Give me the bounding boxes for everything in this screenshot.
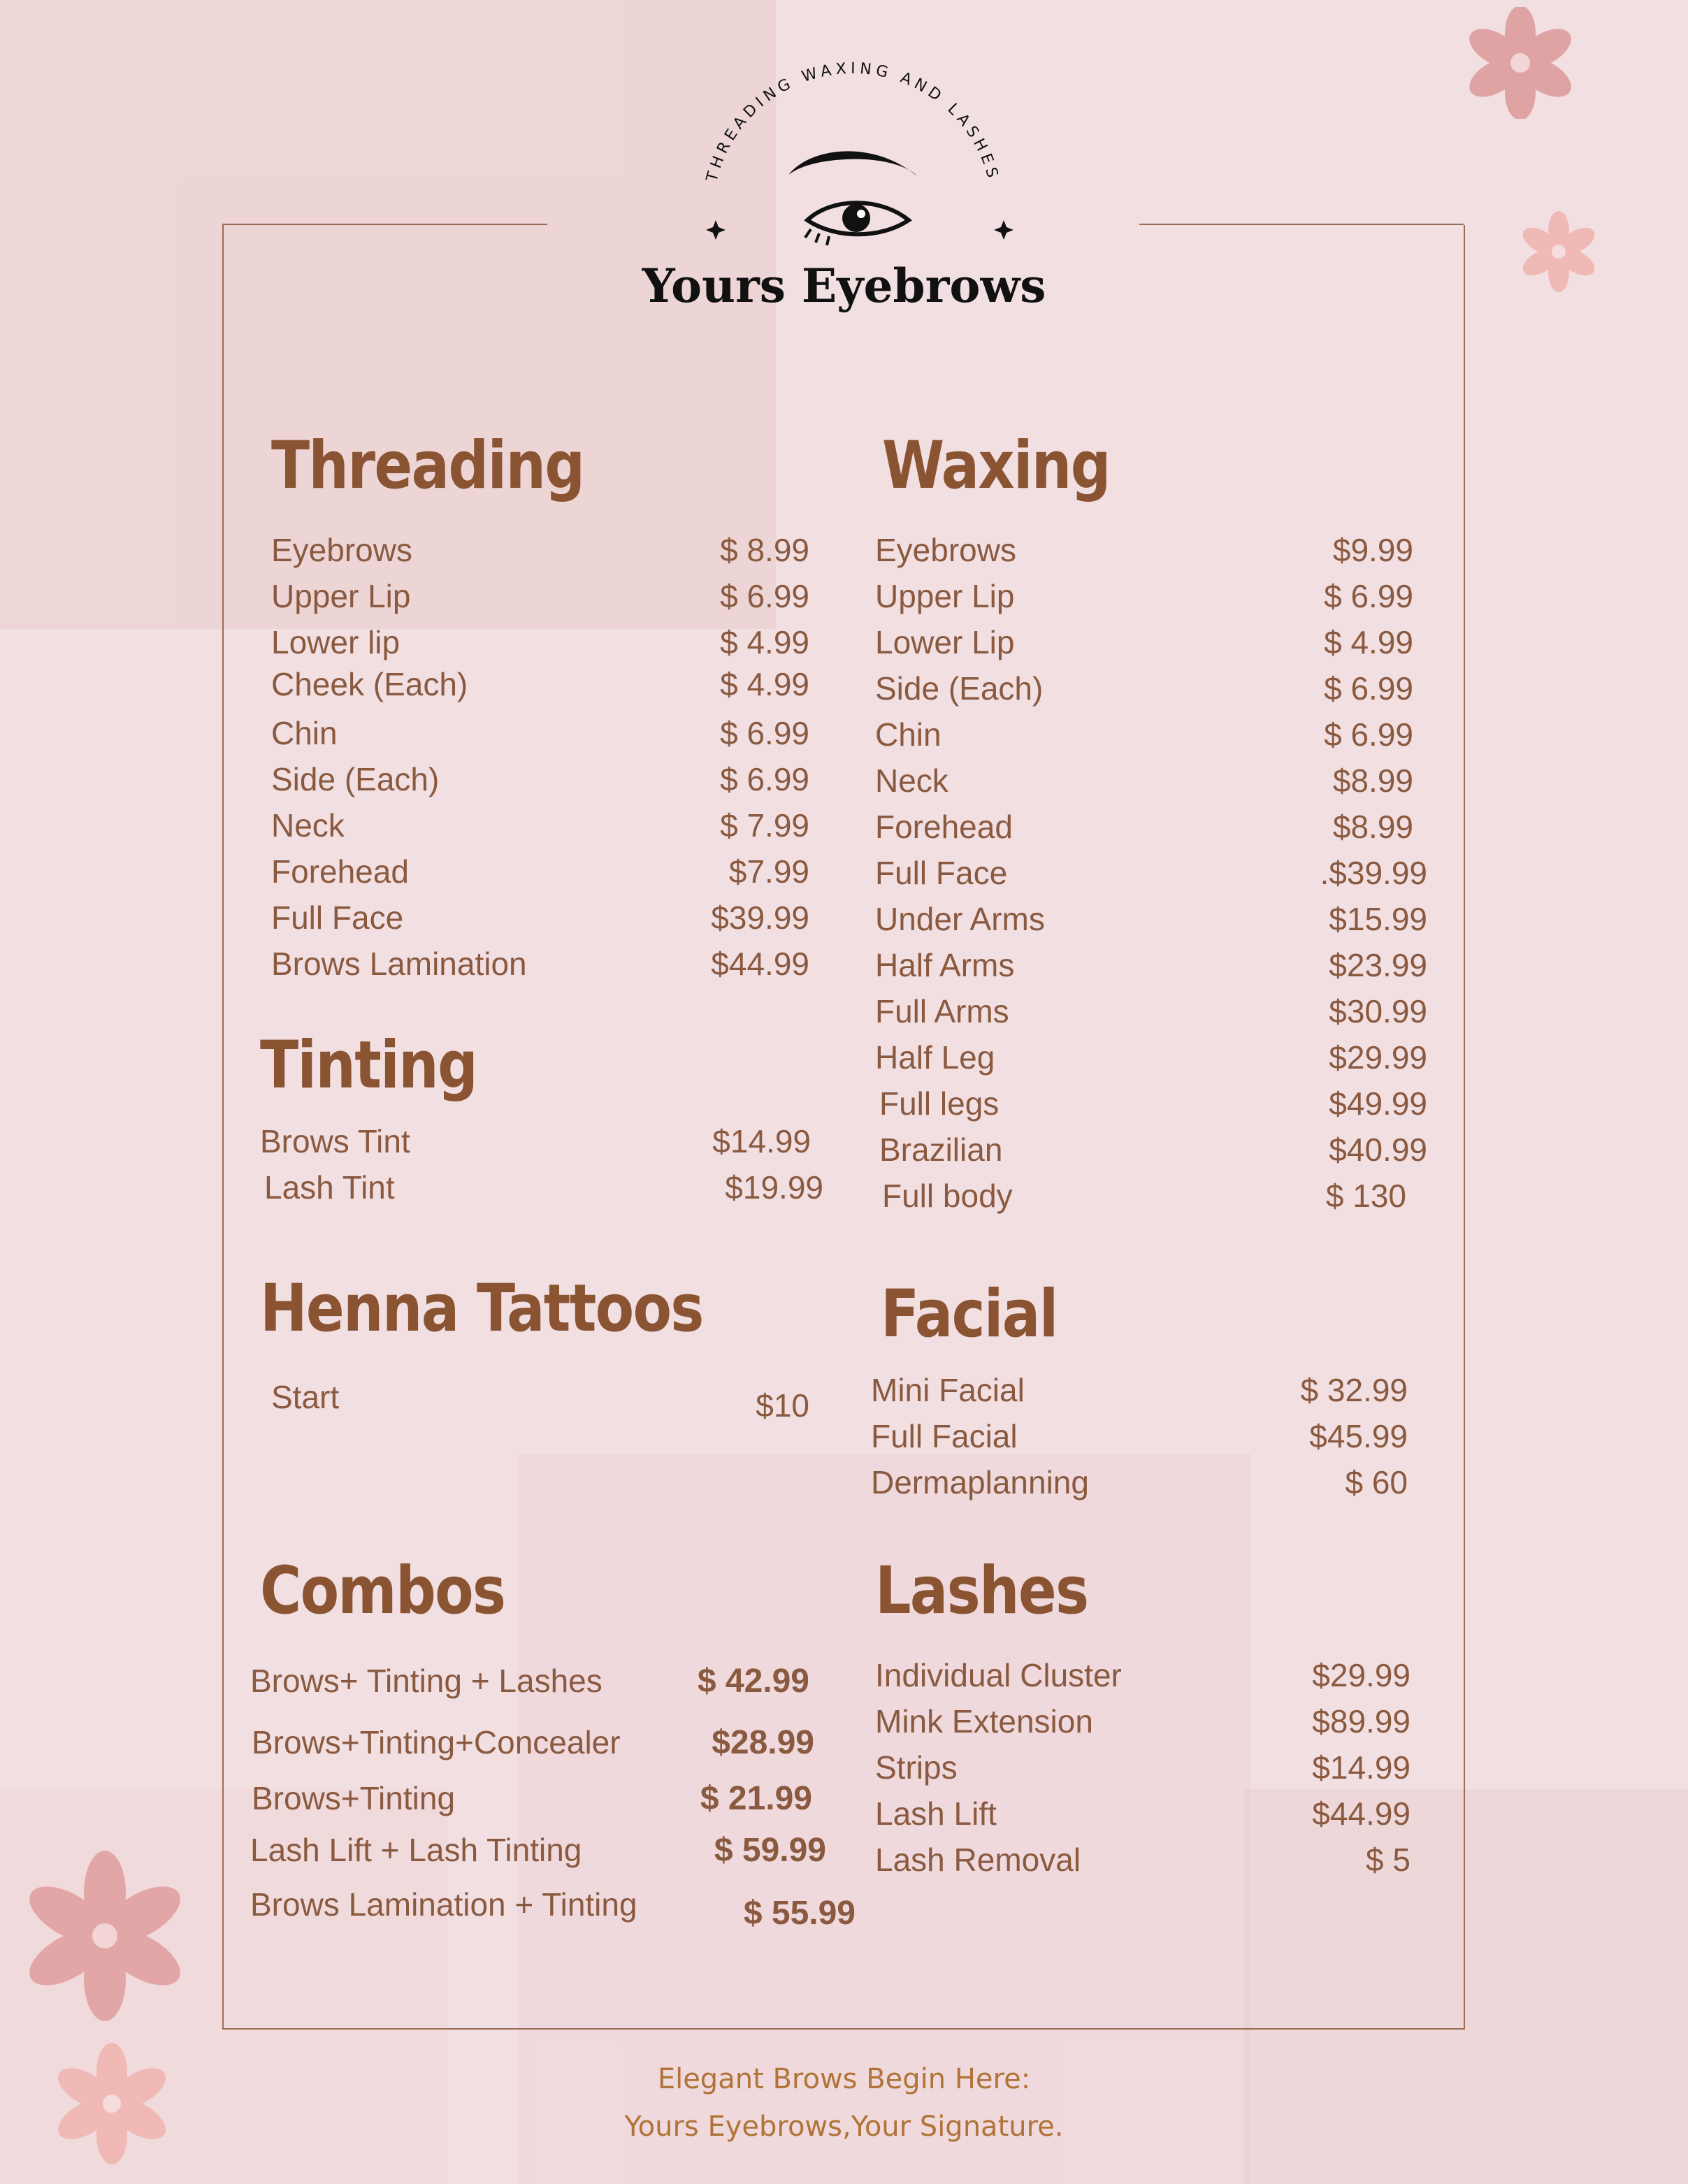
item-price: $ 21.99 (700, 1780, 812, 1817)
item-name: Chin (875, 716, 942, 753)
item-name: Individual Cluster (875, 1657, 1122, 1693)
item-price: $19.99 (725, 1169, 823, 1206)
item-name: Upper Lip (271, 578, 411, 614)
menu-item (875, 531, 1413, 573)
item-price: $44.99 (711, 946, 809, 982)
section-title-facial: Facial (881, 1276, 1058, 1352)
item-price: $29.99 (1312, 1657, 1411, 1693)
item-name: Brows+ Tinting + Lashes (250, 1663, 603, 1699)
menu-item (271, 623, 809, 665)
item-price: $7.99 (728, 853, 809, 890)
menu-item (882, 1177, 1406, 1219)
item-price: $ 6.99 (1324, 578, 1413, 614)
menu-item (250, 1886, 856, 1932)
flower-icon-top-right (1464, 7, 1576, 119)
item-price: $89.99 (1312, 1703, 1411, 1740)
item-price: $ 42.99 (697, 1663, 809, 1700)
section-title-threading: Threading (271, 428, 584, 504)
section-title-henna-tattoos: Henna Tattoos (260, 1271, 703, 1347)
section-title-combos: Combos (260, 1553, 505, 1629)
item-price: $ 7.99 (720, 807, 809, 844)
item-name: Mini Facial (871, 1372, 1025, 1408)
item-name: Eyebrows (875, 532, 1016, 568)
item-price: $ 4.99 (720, 624, 809, 660)
section-title-waxing: Waxing (882, 428, 1110, 504)
item-name: Full Face (875, 855, 1008, 891)
item-name: Lash Lift (875, 1795, 997, 1832)
item-name: Mink Extension (875, 1703, 1093, 1740)
menu-item (264, 1169, 823, 1210)
menu-item (250, 1831, 826, 1873)
menu-item (875, 1656, 1411, 1698)
item-name: Lash Removal (875, 1842, 1081, 1878)
brand-name: Yours Eyebrows (642, 259, 1046, 313)
logo (671, 42, 1034, 266)
menu-item (252, 1779, 812, 1821)
menu-item (875, 946, 1427, 988)
tagline-line-1: Elegant Brows Begin Here: (657, 2063, 1031, 2095)
menu-item (271, 1378, 809, 1424)
eye-icon (788, 151, 917, 245)
item-price: $15.99 (1329, 901, 1427, 937)
item-name: Upper Lip (875, 578, 1015, 614)
item-name: Full Face (271, 899, 404, 936)
item-name: Brows Tint (260, 1123, 410, 1159)
menu-item (252, 1723, 814, 1765)
item-name: Half Arms (875, 947, 1015, 983)
item-name: Forehead (271, 853, 409, 890)
item-price: $14.99 (1312, 1749, 1411, 1786)
menu-item (875, 992, 1427, 1034)
menu-item (271, 760, 809, 802)
sparkle-icon-left (706, 220, 726, 240)
item-price: $ 59.99 (714, 1832, 826, 1869)
item-price: $ 6.99 (720, 578, 809, 614)
menu-item (875, 1841, 1411, 1883)
item-price: $8.99 (1332, 762, 1413, 799)
menu-item (271, 945, 809, 987)
menu-item (875, 623, 1413, 665)
item-price: .$39.99 (1320, 855, 1427, 891)
item-price: $ 4.99 (1324, 624, 1413, 660)
item-name: Lash Tint (264, 1169, 395, 1206)
section-title-lashes: Lashes (875, 1553, 1088, 1629)
logo-arc-text: THREADING WAXING AND LASHES (703, 59, 1002, 184)
item-price: $ 6.99 (1324, 716, 1413, 753)
menu-item (875, 900, 1427, 942)
menu-item (871, 1417, 1408, 1459)
menu-item (871, 1463, 1408, 1505)
item-name: Brazilian (879, 1131, 1003, 1168)
flower-icon-bottom-left (14, 1845, 196, 2027)
item-name: Side (Each) (875, 670, 1044, 707)
item-price: $ 4.99 (720, 666, 809, 702)
item-name: Brows+Tinting+Concealer (252, 1724, 621, 1760)
item-price: $14.99 (712, 1123, 811, 1159)
item-price: $ 55.99 (743, 1895, 856, 1932)
item-name: Forehead (875, 809, 1013, 845)
item-price: $28.99 (712, 1724, 814, 1761)
sparkle-icon-right (994, 220, 1013, 240)
item-name: Half Leg (875, 1039, 995, 1076)
frame-top-right-rule (1139, 224, 1464, 225)
item-name: Start (271, 1379, 340, 1415)
item-name: Full body (882, 1178, 1013, 1214)
item-name: Lower Lip (875, 624, 1015, 660)
item-name: Under Arms (875, 901, 1045, 937)
menu-item (875, 716, 1413, 758)
item-name: Brows Lamination (271, 946, 527, 982)
menu-item (271, 853, 809, 895)
item-price: $ 6.99 (720, 761, 809, 797)
item-price: $ 6.99 (720, 715, 809, 751)
item-name: Cheek (Each) (271, 666, 468, 702)
item-price: $ 6.99 (1324, 670, 1413, 707)
item-price: $29.99 (1329, 1039, 1427, 1076)
item-name: Lash Lift + Lash Tinting (250, 1832, 582, 1868)
menu-item (879, 1085, 1427, 1127)
item-name: Chin (271, 715, 338, 751)
item-price: $44.99 (1312, 1795, 1411, 1832)
item-price: $ 32.99 (1300, 1372, 1408, 1408)
menu-item (875, 1039, 1427, 1080)
tagline-line-2: Yours Eyebrows,Your Signature. (624, 2111, 1064, 2143)
item-price: $39.99 (711, 899, 809, 936)
menu-item (271, 665, 809, 707)
frame-top-left-rule (222, 224, 547, 225)
menu-item (260, 1122, 811, 1164)
menu-item (875, 1749, 1411, 1791)
menu-item (875, 854, 1427, 896)
svg-text:THREADING WAXING AND LASHES (703, 60, 1002, 185)
menu-item (271, 531, 809, 573)
item-price: $40.99 (1329, 1131, 1427, 1168)
item-name: Neck (271, 807, 345, 844)
menu-item (875, 808, 1413, 850)
menu-item (875, 670, 1413, 711)
menu-item (250, 1662, 809, 1704)
item-name: Eyebrows (271, 532, 412, 568)
menu-item (875, 577, 1413, 619)
item-name: Full Arms (875, 993, 1009, 1029)
item-name: Brows+Tinting (252, 1780, 456, 1816)
item-name: Neck (875, 762, 948, 799)
item-price: $10 (756, 1387, 809, 1424)
menu-item (271, 899, 809, 941)
item-name: Lower lip (271, 624, 401, 660)
item-price: $ 60 (1345, 1464, 1408, 1500)
item-price: $30.99 (1329, 993, 1427, 1029)
menu-item (875, 762, 1413, 804)
flower-icon-bottom-left-small (42, 2041, 182, 2167)
section-title-tinting: Tinting (260, 1027, 477, 1104)
menu-item (879, 1131, 1427, 1173)
item-price: $45.99 (1309, 1418, 1408, 1454)
menu-item (271, 714, 809, 756)
menu-item (875, 1702, 1411, 1744)
item-price: $ 8.99 (720, 532, 809, 568)
item-name: Brows Lamination + Tinting (250, 1886, 637, 1923)
menu-item (271, 807, 809, 848)
item-name: Dermaplanning (871, 1464, 1089, 1500)
item-price: $ 130 (1325, 1178, 1406, 1214)
item-price: $ 5 (1366, 1842, 1411, 1878)
item-price: $23.99 (1329, 947, 1427, 983)
item-price: $9.99 (1332, 532, 1413, 568)
item-price: $49.99 (1329, 1085, 1427, 1122)
item-price: $8.99 (1332, 809, 1413, 845)
item-name: Full Facial (871, 1418, 1018, 1454)
menu-item (271, 577, 809, 619)
item-name: Full legs (879, 1085, 1000, 1122)
menu-item (875, 1795, 1411, 1837)
item-name: Strips (875, 1749, 958, 1786)
menu-item (871, 1371, 1408, 1413)
item-name: Side (Each) (271, 761, 440, 797)
